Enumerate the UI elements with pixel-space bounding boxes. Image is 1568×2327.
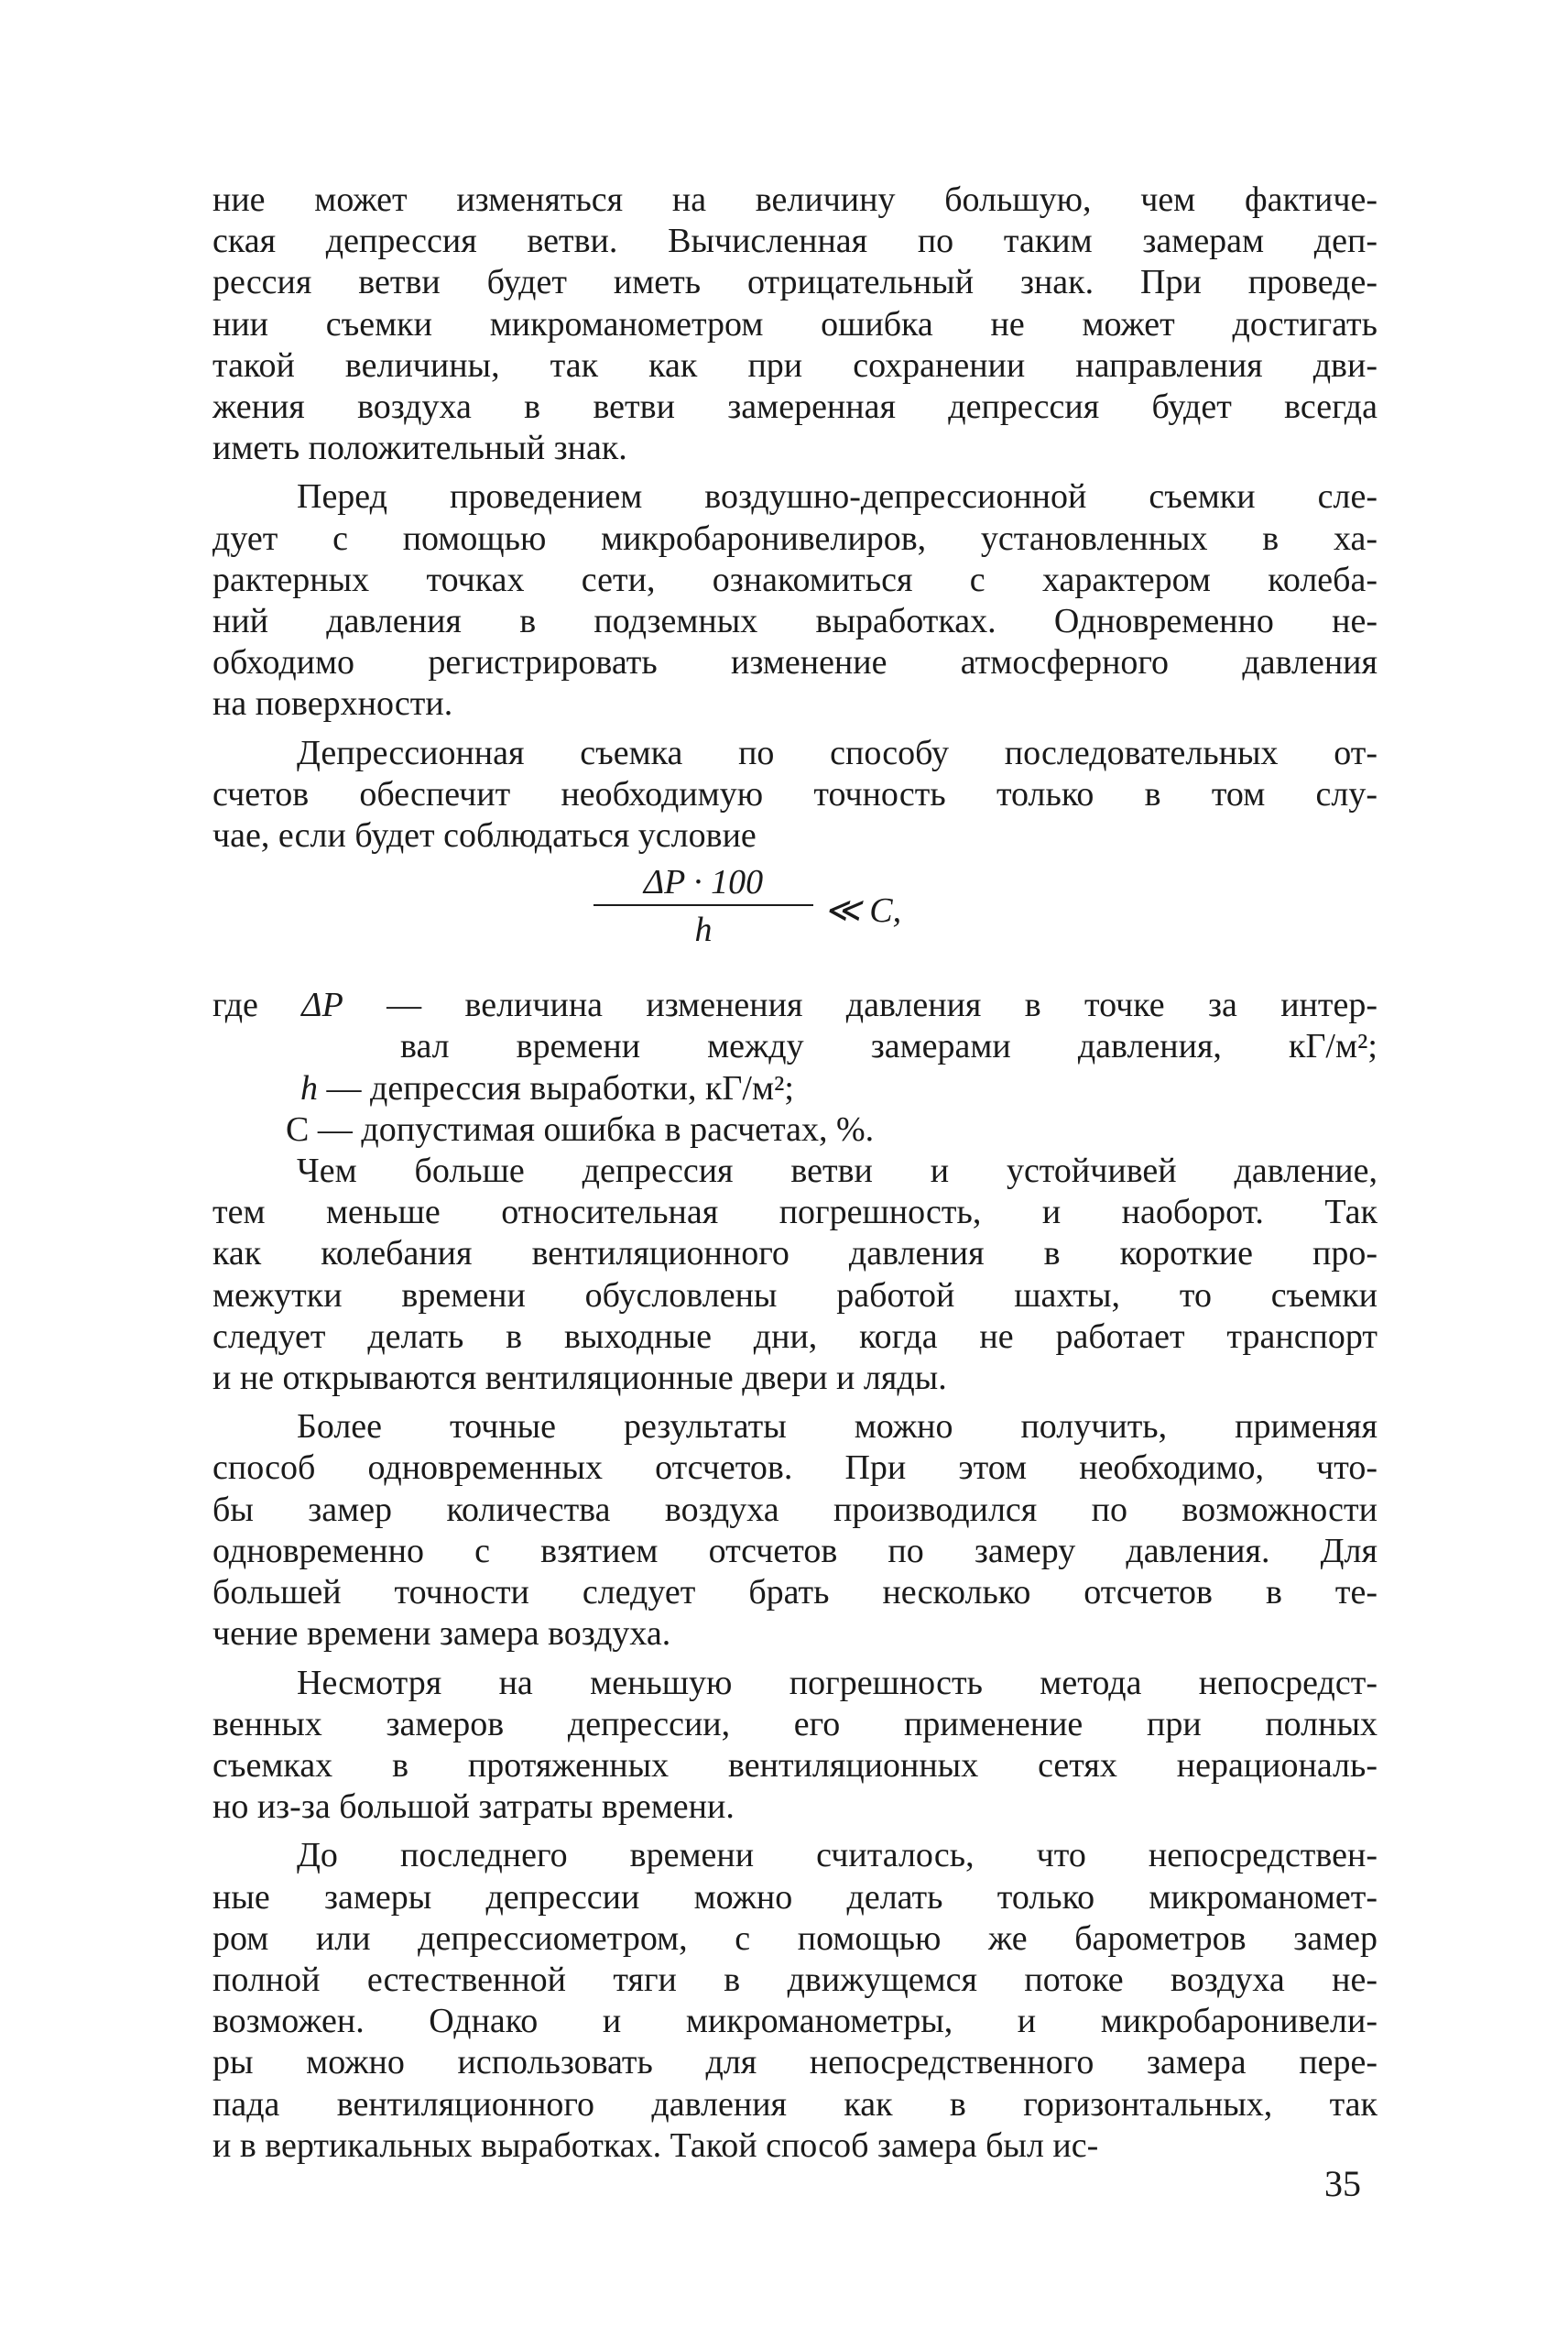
text-line: обходимо регистрировать изменение атмосферного давления	[212, 643, 1377, 683]
definition-delta-p-continued: вал времени между замерами давления, кГ/м²;	[400, 1027, 1377, 1066]
text-line: и в вертикальных выработках. Такой способ замера был ис-	[212, 2125, 1099, 2165]
fraction-bar	[593, 904, 813, 906]
text-line: счетов обеспечит необходимую точность только в том слу-	[212, 774, 1377, 814]
formula-fraction	[593, 862, 813, 950]
text-line: межутки времени обусловлены работой шахты, то съемки	[212, 1275, 1377, 1315]
text-line: венных замеров депрессии, его применение при полных	[212, 1704, 1377, 1743]
definition-c	[212, 1109, 1377, 1151]
paragraph	[212, 733, 1377, 858]
definition-prefix: где	[212, 986, 258, 1025]
paragraph	[212, 180, 1377, 469]
text-line: ская депрессия ветви. Вычисленная по таким замерам деп-	[212, 222, 1377, 261]
definitions-list	[212, 985, 1377, 1151]
text-line: Несмотря на меньшую погрешность метода непосредст-	[297, 1663, 1377, 1702]
text-line: Перед проведением воздушно-депрессионной съемки сле-	[297, 477, 1377, 517]
formula-numerator: ΔP · 100	[643, 863, 764, 902]
text-line: на поверхности.	[212, 684, 453, 724]
formula-denominator: h	[694, 911, 713, 950]
text-line: пада вентиляционного давления как в горизонтальных, так	[212, 2084, 1377, 2124]
text-line: полной естественной тяги в движущемся потоке воздуха не-	[212, 1960, 1377, 1999]
symbol-c: С	[286, 1109, 310, 1149]
text-line: съемках в протяженных вентиляционных сетях нерациональ-	[212, 1745, 1377, 1785]
text-line: нии съемки микроманометром ошибка не может достигать	[212, 304, 1377, 344]
text-line: ром или депрессиометром, с помощью же барометров замер	[212, 1918, 1377, 1958]
text-line: ные замеры депрессии можно делать только микроманомет-	[212, 1877, 1377, 1917]
definition-delta-p	[212, 985, 1377, 1026]
text-line: одновременно с взятием отсчетов по замеру давления. Для	[212, 1531, 1377, 1570]
definition-text: — допустимая ошибка в расчетах, %.	[317, 1109, 875, 1149]
text-block-bottom	[212, 1151, 1377, 2167]
text-line: жения воздуха в ветви замеренная депрессия будет всегда	[212, 388, 1377, 427]
definition-text: — величина изменения давления в точке за интер-	[387, 986, 1378, 1025]
text-line: рессия ветви будет иметь отрицательный знак. При проведе-	[212, 263, 1377, 302]
formula	[212, 862, 1377, 974]
text-line: Чем больше депрессия ветви и устойчивей давление,	[297, 1152, 1377, 1191]
paragraph	[212, 1406, 1377, 1655]
text-line: большей точности следует брать несколько отсчетов в те-	[212, 1573, 1377, 1612]
paragraph	[212, 1835, 1377, 2167]
text-block-top	[212, 180, 1377, 857]
paragraph	[212, 1151, 1377, 1399]
text-line: Депрессионная съемка по способу последовательных от-	[297, 733, 1377, 772]
definition-text: — депрессия выработки, кГ/м²;	[326, 1068, 794, 1108]
definition-h	[212, 1068, 1377, 1109]
text-line: чае, если будет соблюдаться условие	[212, 816, 757, 856]
symbol-delta-p: ΔP	[301, 986, 343, 1025]
text-line: и не открываются вентиляционные двери и ляды.	[212, 1359, 947, 1398]
text-line: иметь положительный знак.	[212, 429, 627, 468]
paragraph	[212, 476, 1377, 725]
text-line: ний давления в подземных выработках. Одновременно не-	[212, 602, 1377, 641]
text-line: способ одновременных отсчетов. При этом необходимо, что-	[212, 1448, 1377, 1488]
text-line: но из-за большой затраты времени.	[212, 1787, 735, 1827]
text-line: следует делать в выходные дни, когда не работает транспорт	[212, 1316, 1377, 1356]
paragraph	[212, 1663, 1377, 1829]
text-line: рактерных точках сети, ознакомиться с характером колеба-	[212, 560, 1377, 599]
text-line: До последнего времени считалось, что непосредствен-	[297, 1836, 1377, 1875]
symbol-h: h	[300, 1068, 318, 1108]
page-body	[212, 180, 1377, 2167]
text-line: ние может изменяться на величину большую, чем фактиче-	[212, 180, 1377, 219]
formula-relation: ≪ C,	[824, 891, 902, 931]
text-line: дует с помощью микробаронивелиров, установленных в ха-	[212, 519, 1377, 558]
text-line: ры можно использовать для непосредственного замера пере-	[212, 2043, 1377, 2082]
text-line: возможен. Однако и микроманометры, и микробаронивели-	[212, 2002, 1377, 2041]
page-number: 35	[1324, 2163, 1361, 2204]
text-line: чение времени замера воздуха.	[212, 1614, 671, 1654]
text-line: тем меньше относительная погрешность, и наоборот. Так	[212, 1193, 1377, 1232]
text-line: как колебания вентиляционного давления в короткие про-	[212, 1234, 1377, 1273]
text-line: такой величины, так как при сохранении направления дви-	[212, 345, 1377, 385]
text-line: Более точные результаты можно получить, применяя	[297, 1407, 1377, 1447]
text-line: бы замер количества воздуха производился по возможности	[212, 1490, 1377, 1529]
